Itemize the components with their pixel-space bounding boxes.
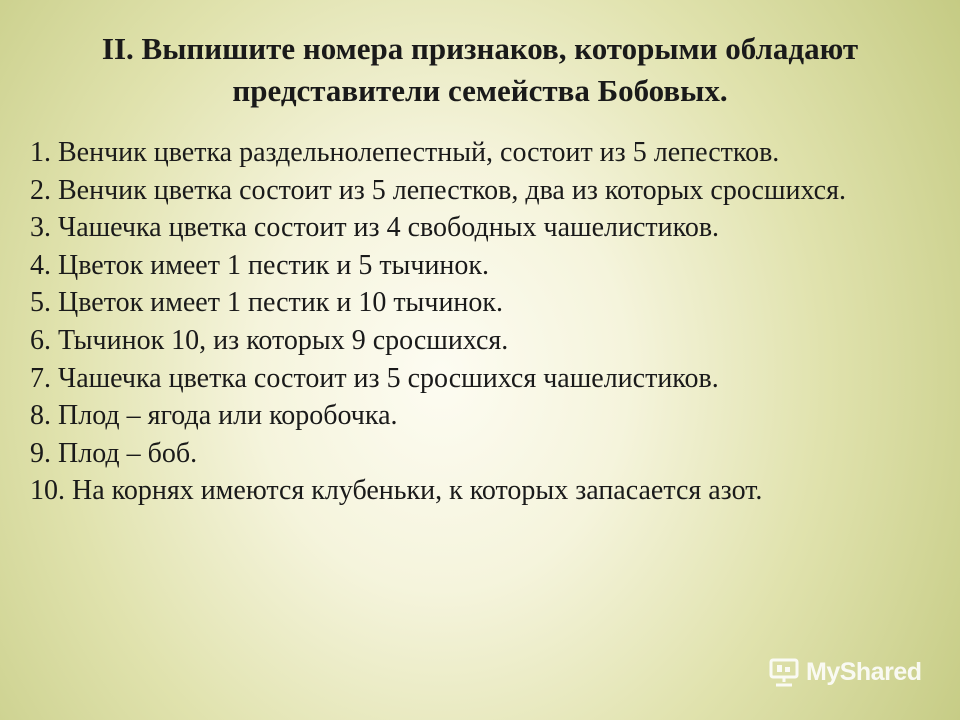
myshared-watermark (768, 652, 922, 692)
list-item: 8. Плод – ягода или коробочка. (30, 400, 398, 432)
slide-title-line-2: представители семейства Бобовых. (232, 73, 728, 108)
watermark-text-shared: Shared (839, 657, 922, 686)
slide-title-line-1: II. Выпишите номера признаков, которыми обладают (101, 31, 859, 66)
presentation-board-icon (768, 657, 800, 687)
list-item: 1. Венчик цветка раздельнолепестный, состоит из 5 лепестков. (30, 137, 780, 168)
list-item: 5. Цветок имеет 1 пестик и 10 тычинок. (30, 287, 504, 319)
list-item: 7. Чашечка цветка состоит из 5 сросшихся чашелистиков. (30, 362, 719, 394)
watermark-text (806, 658, 922, 687)
list-item: 6. Тычинок 10, из которых 9 сросшихся. (30, 324, 509, 356)
list-item: 3. Чашечка цветка состоит из 4 свободных чашелистиков. (30, 212, 720, 244)
list-item: 2. Венчик цветка состоит из 5 лепестков, два из которых сросшихся. (30, 174, 846, 206)
feature-list (30, 134, 910, 510)
list-item: 4. Цветок имеет 1 пестик и 5 тычинок. (30, 249, 490, 281)
list-item: 10. На корнях имеются клубеньки, к которых запасается азот. (30, 475, 763, 507)
slide-title (0, 28, 960, 112)
list-item: 9. Плод – боб. (30, 437, 198, 469)
watermark-text-my: My (806, 657, 840, 686)
